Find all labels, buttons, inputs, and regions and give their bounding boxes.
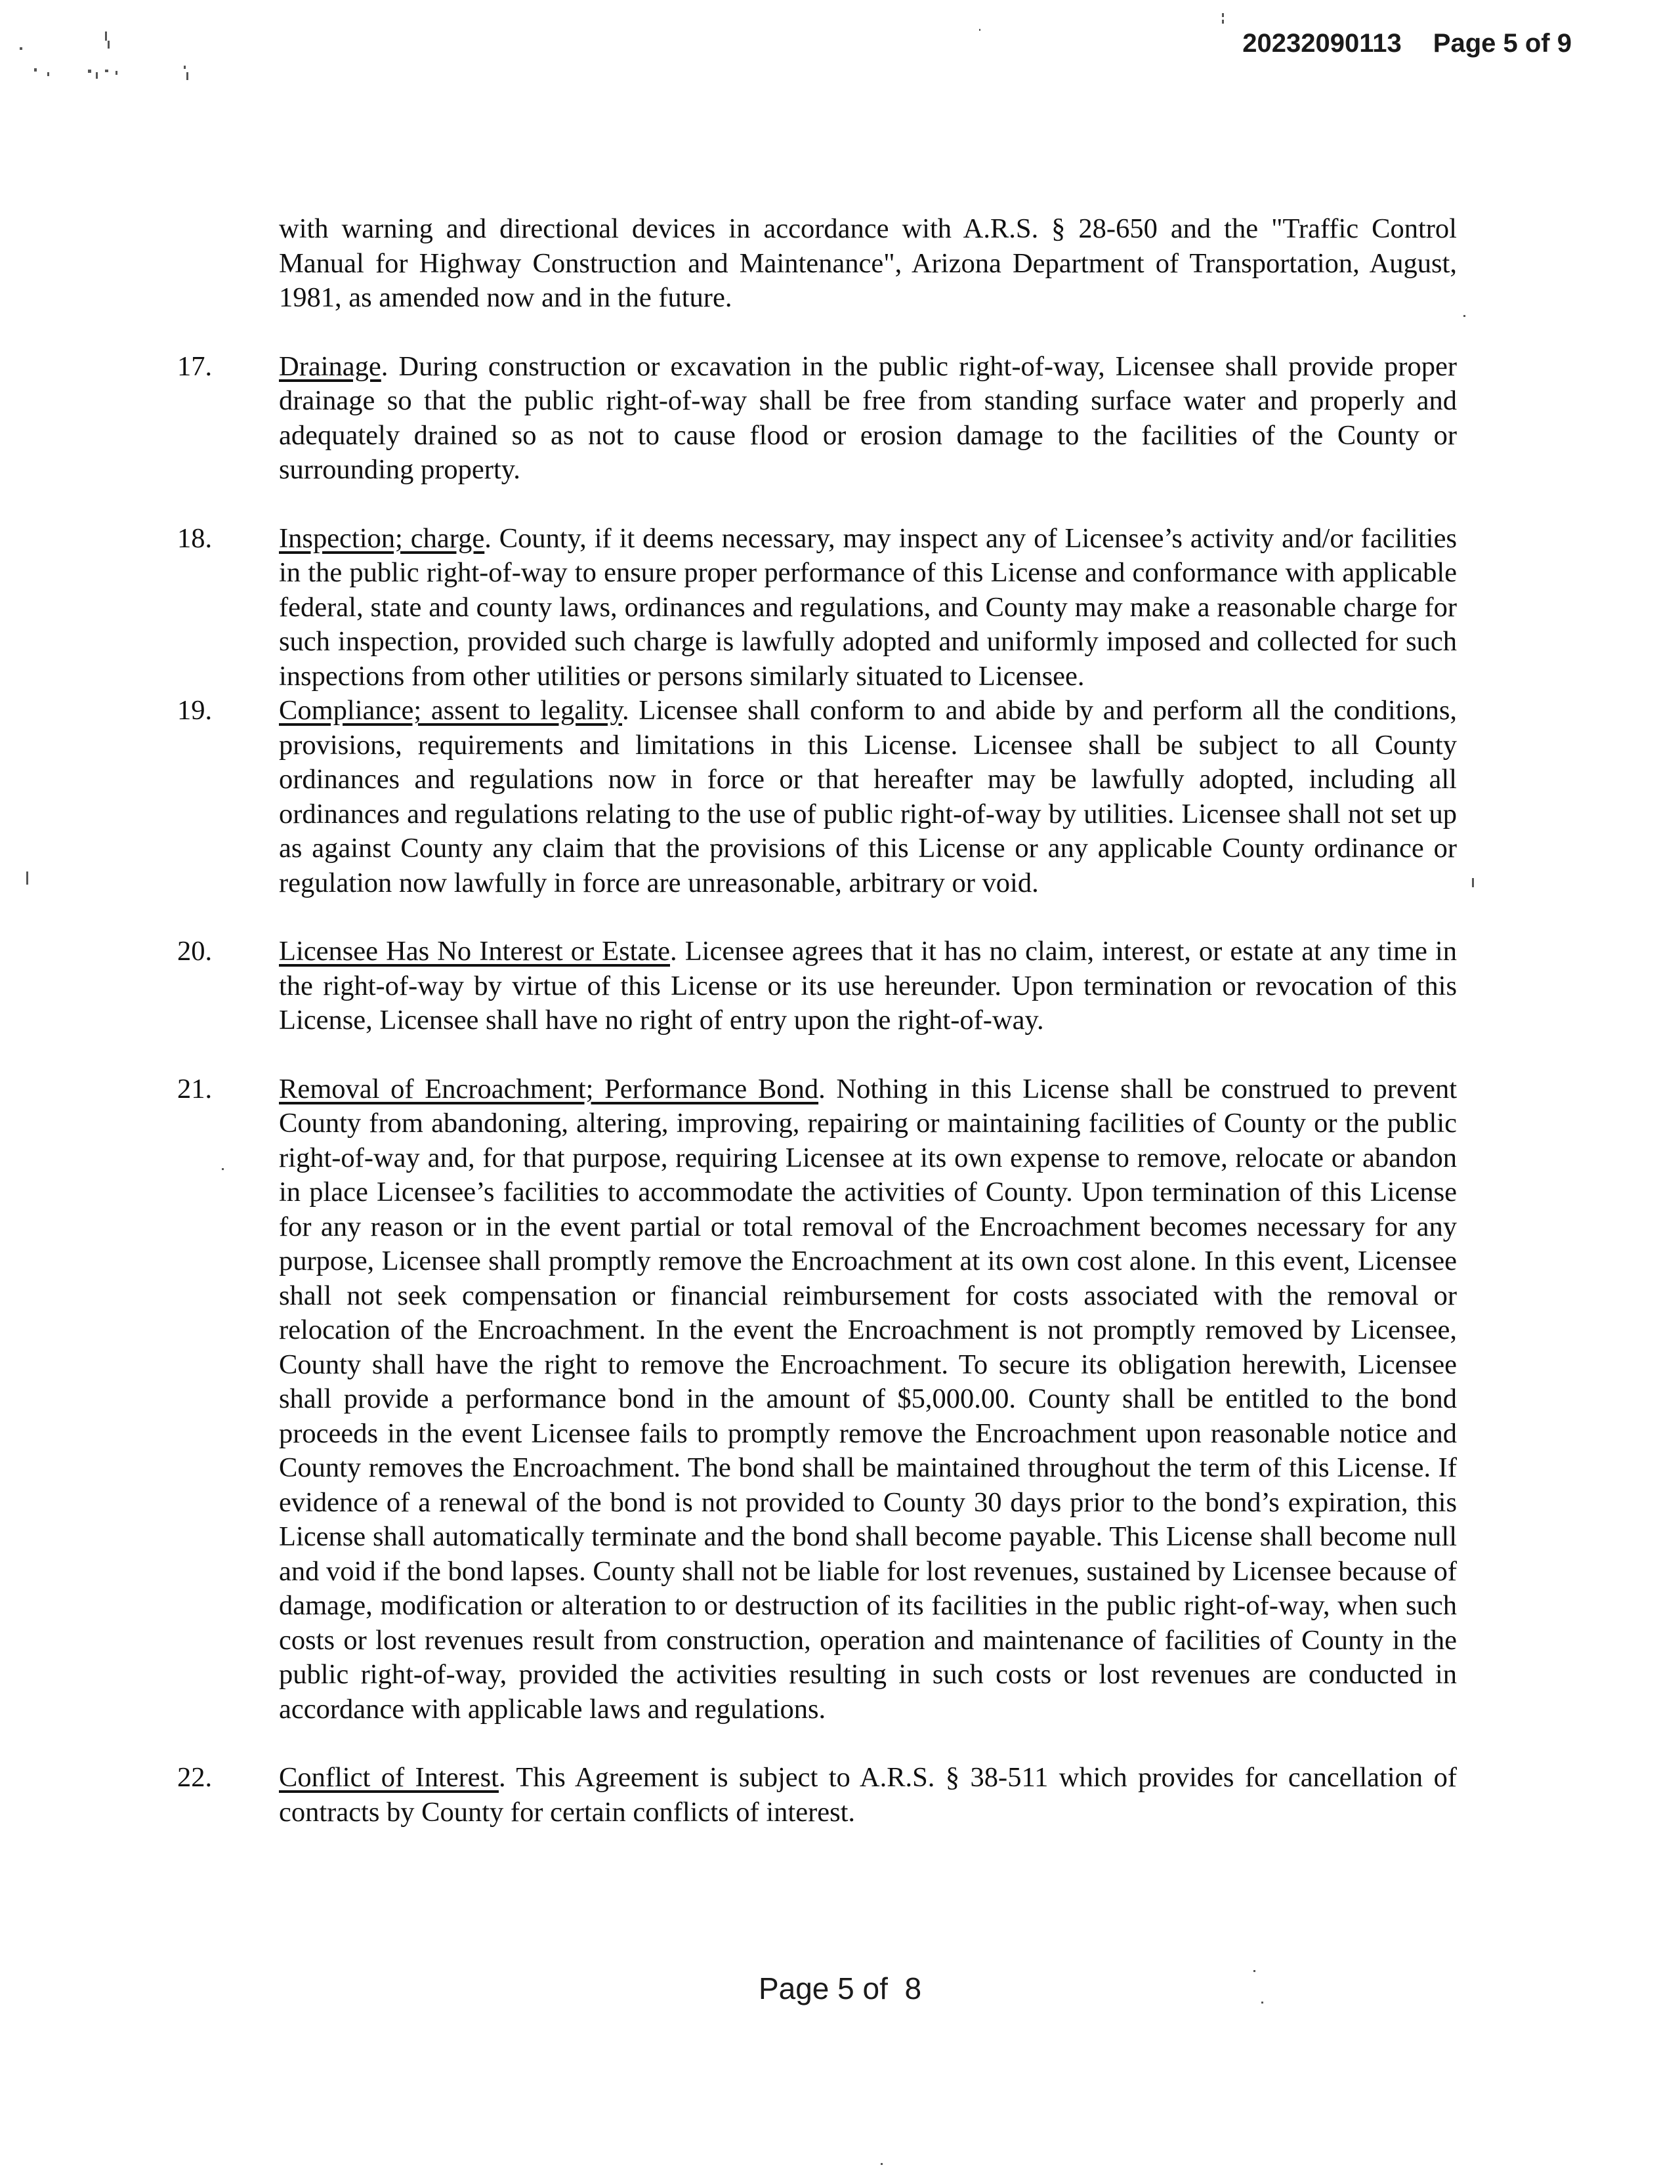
document-number: 20232090113 <box>1242 29 1402 58</box>
section-text: This Agreement is subject to A.R.S. § 38-511 which provides for cancellation of contracts by County for certain conflicts of interest. <box>279 1762 1457 1828</box>
section-number: 21. <box>177 1073 213 1104</box>
section-21: 21. Removal of Encroachment; Performance Bond. Nothing in this License shall be construed to prevent County from abandoning, altering, improving, repairing or maintaining facilities of County or the public right-of-way and, for that purpose, requiring Licensee at its own expense to remove, relocate or abandon in place Licensee’s facilities to accommodate the activities of County. Upon termination of this License for any reason or in the event partial or total removal of the Encroachment becomes necessary for any purpose, Licensee shall promptly remove the Encroachment at its own cost alone. In this event, Licensee shall not seek compensation or financial reimbursement for costs associated with the removal or relocation of the Encroachment. In the event the Encroachment is not promptly removed by Licensee, County shall have the right to remove the Encroachment. To secure its obligation herewith, Licensee shall provide a performance bond in the amount of $5,000.00. County shall be entitled to the bond proceeds in the event Licensee fails to promptly remove the Encroachment upon reasonable notice and County removes the Encroachment. The bond shall be maintained throughout the term of this License. If evidence of a renewal of the bond is not provided to County 30 days prior to the bond’s expiration, this License shall automatically terminate and the bond shall become payable. This License shall become null and void if the bond lapses. County shall not be liable for lost revenues, sustained by Licensee because of damage, modification or alteration to or destruction of its facilities in the public right-of-way, when such costs or lost revenues result from construction, operation and maintenance of facilities of County in the public right-of-way, provided the activities resulting in such costs or lost revenues are conducted in accordance with applicable laws and regulations. <box>177 1073 1457 1725</box>
section-20: 20. Licensee Has No Interest or Estate. Licensee agrees that it has no claim, interest, or estate at any time in the right-of-way by virtue of this License or its use hereunder. Upon termination or revocation of this License, Licensee shall have no right of entry upon the right-of-way. <box>177 936 1457 1036</box>
section-17: 17. Drainage. During construction or excavation in the public right-of-way, Licensee shall provide proper drainage so that the public right-of-way shall be free from standing surface water and properly and adequately drained so as not to cause flood or erosion damage to the facilities of the County or surrounding property. <box>177 350 1458 485</box>
section-number: 18. <box>177 522 213 554</box>
intro-paragraph <box>177 212 1457 316</box>
section-text: County, if it deems necessary, may inspect any of Licensee’s activity and/or facilities in the public right-of-way to ensure proper performance of this License and conformance with applicable federal, state and county laws, ordinances and regulations, and County may make a reasonable charge for such inspection, provided such charge is lawfully adopted and uniformly imposed and collected for such inspections from other utilities or persons similarly situated to Licensee. <box>279 522 1457 692</box>
section-title: Inspection; charge <box>279 522 485 554</box>
section-text: Licensee agrees that it has no claim, interest, or estate at any time in the right-of-way by virtue of this License or its use hereunder. Upon termination or revocation of this License, Licensee shall have no right of entry upon the right-of-way. <box>279 936 1457 1036</box>
section-title: Licensee Has No Interest or Estate <box>279 936 671 967</box>
section-number: 17. <box>177 350 213 382</box>
section-number: 22. <box>177 1762 213 1793</box>
section-number: 19. <box>177 695 213 726</box>
section-title: Compliance; assent to legality <box>279 695 622 726</box>
section-18: 18. Inspection; charge. County, if it deems necessary, may inspect any of Licensee’s activity and/or facilities in the public right-of-way to ensure proper performance of this License and conformance with applicable federal, state and county laws, ordinances and regulations, and County may make a reasonable charge for such inspection, provided such charge is lawfully adopted and uniformly imposed and collected for such inspections from other utilities or persons similarly situated to Licensee. <box>177 522 1457 692</box>
section-number: 20. <box>177 936 213 967</box>
page-header <box>1242 29 1572 58</box>
section-title: Conflict of Interest <box>279 1762 499 1793</box>
footer-page-label: Page 5 of 8 <box>758 1971 922 2006</box>
header-page-label: Page 5 of 9 <box>1433 29 1572 58</box>
page-footer <box>0 1971 1680 2006</box>
section-text: During construction or excavation in the public right-of-way, Licensee shall provide proper drainage so that the public right-of-way shall be free from standing surface water and properly and adequately drained so as not to cause flood or erosion damage to the facilities of the County or surrounding property. <box>279 350 1458 485</box>
section-text: Licensee shall conform to and abide by and perform all the conditions, provisions, requirements and limitations in this License. Licensee shall be subject to all County ordinances and regulations now in force or that hereafter may be lawfully adopted, including all ordinances and regulations relating to the use of public right-of-way by utilities. Licensee shall not set up as against County any claim that the provisions of this License or any applicable County ordinance or regulation now lawfully in force are unreasonable, arbitrary or void. <box>279 695 1457 898</box>
section-text: Nothing in this License shall be construed to prevent County from abandoning, altering, improving, repairing or maintaining facilities of County or the public right-of-way and, for that purpose, requiring Licensee at its own expense to remove, relocate or abandon in place Licensee’s facilities to accommodate the activities of County. Upon termination of this License for any reason or in the event partial or total removal of the Encroachment becomes necessary for any purpose, Licensee shall promptly remove the Encroachment at its own cost alone. In this event, Licensee shall not seek compensation or financial reimbursement for costs associated with the removal or relocation of the Encroachment. In the event the Encroachment is not promptly removed by Licensee, County shall have the right to remove the Encroachment. To secure its obligation herewith, Licensee shall provide a performance bond in the amount of $5,000.00. County shall be entitled to the bond proceeds in the event Licensee fails to promptly remove the Encroachment upon reasonable notice and County removes the Encroachment. The bond shall be maintained throughout the term of this License. If evidence of a renewal of the bond is not provided to County 30 days prior to the bond’s expiration, this License shall automatically terminate and the bond shall become payable. This License shall become null and void if the bond lapses. County shall not be liable for lost revenues, sustained by Licensee because of damage, modification or alteration to or destruction of its facilities in the public right-of-way, when such costs or lost revenues result from construction, operation and maintenance of facilities of County in the public right-of-way, provided the activities resulting in such costs or lost revenues are conducted in accordance with applicable laws and regulations. <box>279 1073 1457 1725</box>
section-22: 22. Conflict of Interest. This Agreement is subject to A.R.S. § 38-511 which provides for cancellation of contracts by County for certain conflicts of interest. <box>177 1762 1457 1828</box>
section-19: 19. Compliance; assent to legality. Licensee shall conform to and abide by and perform all the conditions, provisions, requirements and limitations in this License. Licensee shall be subject to all County ordinances and regulations now in force or that hereafter may be lawfully adopted, including all ordinances and regulations relating to the use of public right-of-way by utilities. Licensee shall not set up as against County any claim that the provisions of this License or any applicable County ordinance or regulation now lawfully in force are unreasonable, arbitrary or void. <box>177 695 1457 898</box>
document-body <box>177 212 1457 1830</box>
intro-text: with warning and directional devices in accordance with A.R.S. § 28-650 and the "Traffic Control Manual for Highway Construction and Maintenance", Arizona Department of Transportation, August, 1981, as amended now and in the future. <box>279 213 1457 313</box>
section-title: Drainage <box>279 350 381 382</box>
section-title: Removal of Encroachment; Performance Bond <box>279 1073 819 1104</box>
